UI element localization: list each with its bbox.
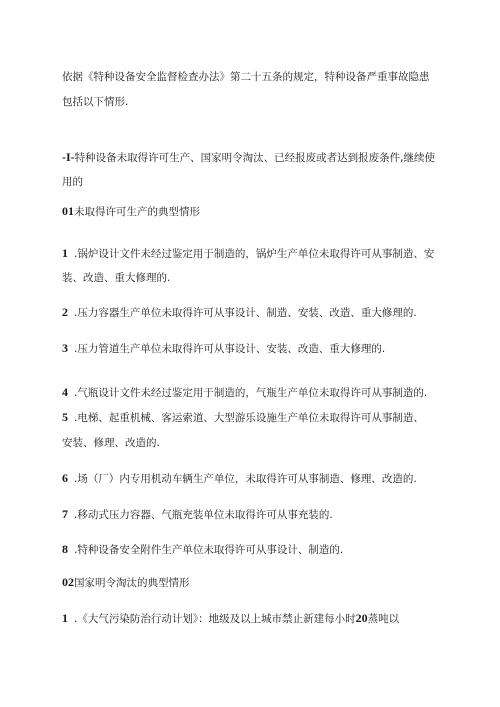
list-item-1-1: 1 .锅炉设计文件未经过鉴定用于制造的，锅炉生产单位未取得许可从事制造、安 <box>62 246 435 260</box>
list-item-1-4: 4 .气瓶设计文件未经过鉴定用于制造的，气瓶生产单位未取得许可从事制造的. <box>62 385 428 399</box>
subsection-2-number: 02 <box>62 575 74 589</box>
list-item-1-1-cont: 装、改造、重大修理的. <box>62 272 171 284</box>
subsection-2-title: 国家明令淘汰的典型情形 <box>74 577 190 589</box>
list-item-1-7: 7 .移动式压力容器、气瓶充装单位未取得许可从事充装的. <box>62 507 333 521</box>
subsection-1-heading <box>62 204 442 219</box>
list-item-1-5: 5 .电梯、起重机械、客运索道、大型游乐设施生产单位未取得许可从事制造、 <box>62 410 424 424</box>
list-item-2-1: 1 .《大气污染防治行动计划》：地级及以上城市禁止新建每小时20蒸吨以 <box>62 611 400 625</box>
list-item-1-3: 3 .压力管道生产单位未取得许可从事设计、安装、改造、重大修理的. <box>62 341 386 355</box>
intro-line-1: 依据《特种设备安全监督检查办法》第二十五条的规定，特种设备严重事故隐患 <box>62 71 430 83</box>
list-item-1-8: 8 .特种设备安全附件生产单位未取得许可从事设计、制造的. <box>62 542 344 556</box>
subsection-2-heading <box>62 575 442 590</box>
list-item-1-2: 2 .压力容器生产单位未取得许可从事设计、制造、安装、改造、重大修理的. <box>62 305 417 319</box>
subsection-1-title: 未取得许可生产的典型情形 <box>74 206 200 218</box>
section-1-marker: -I- <box>62 150 75 164</box>
section-1-text: 特种设备未取得许可生产、国家明令淘汰、已经报废或者达到报废条件,继续使 <box>74 152 436 164</box>
section-1-heading <box>62 150 442 165</box>
intro-line-2: 包括以下情形. <box>62 96 129 108</box>
subsection-1-number: 01 <box>62 204 74 218</box>
section-1-line-2: 用的 <box>62 176 83 188</box>
list-item-1-5-cont: 安装、修理、改造的. <box>62 437 160 449</box>
list-item-1-6: 6 .场（厂）内专用机动车辆生产单位，未取得许可从事制造、修理、改造的. <box>62 471 417 485</box>
